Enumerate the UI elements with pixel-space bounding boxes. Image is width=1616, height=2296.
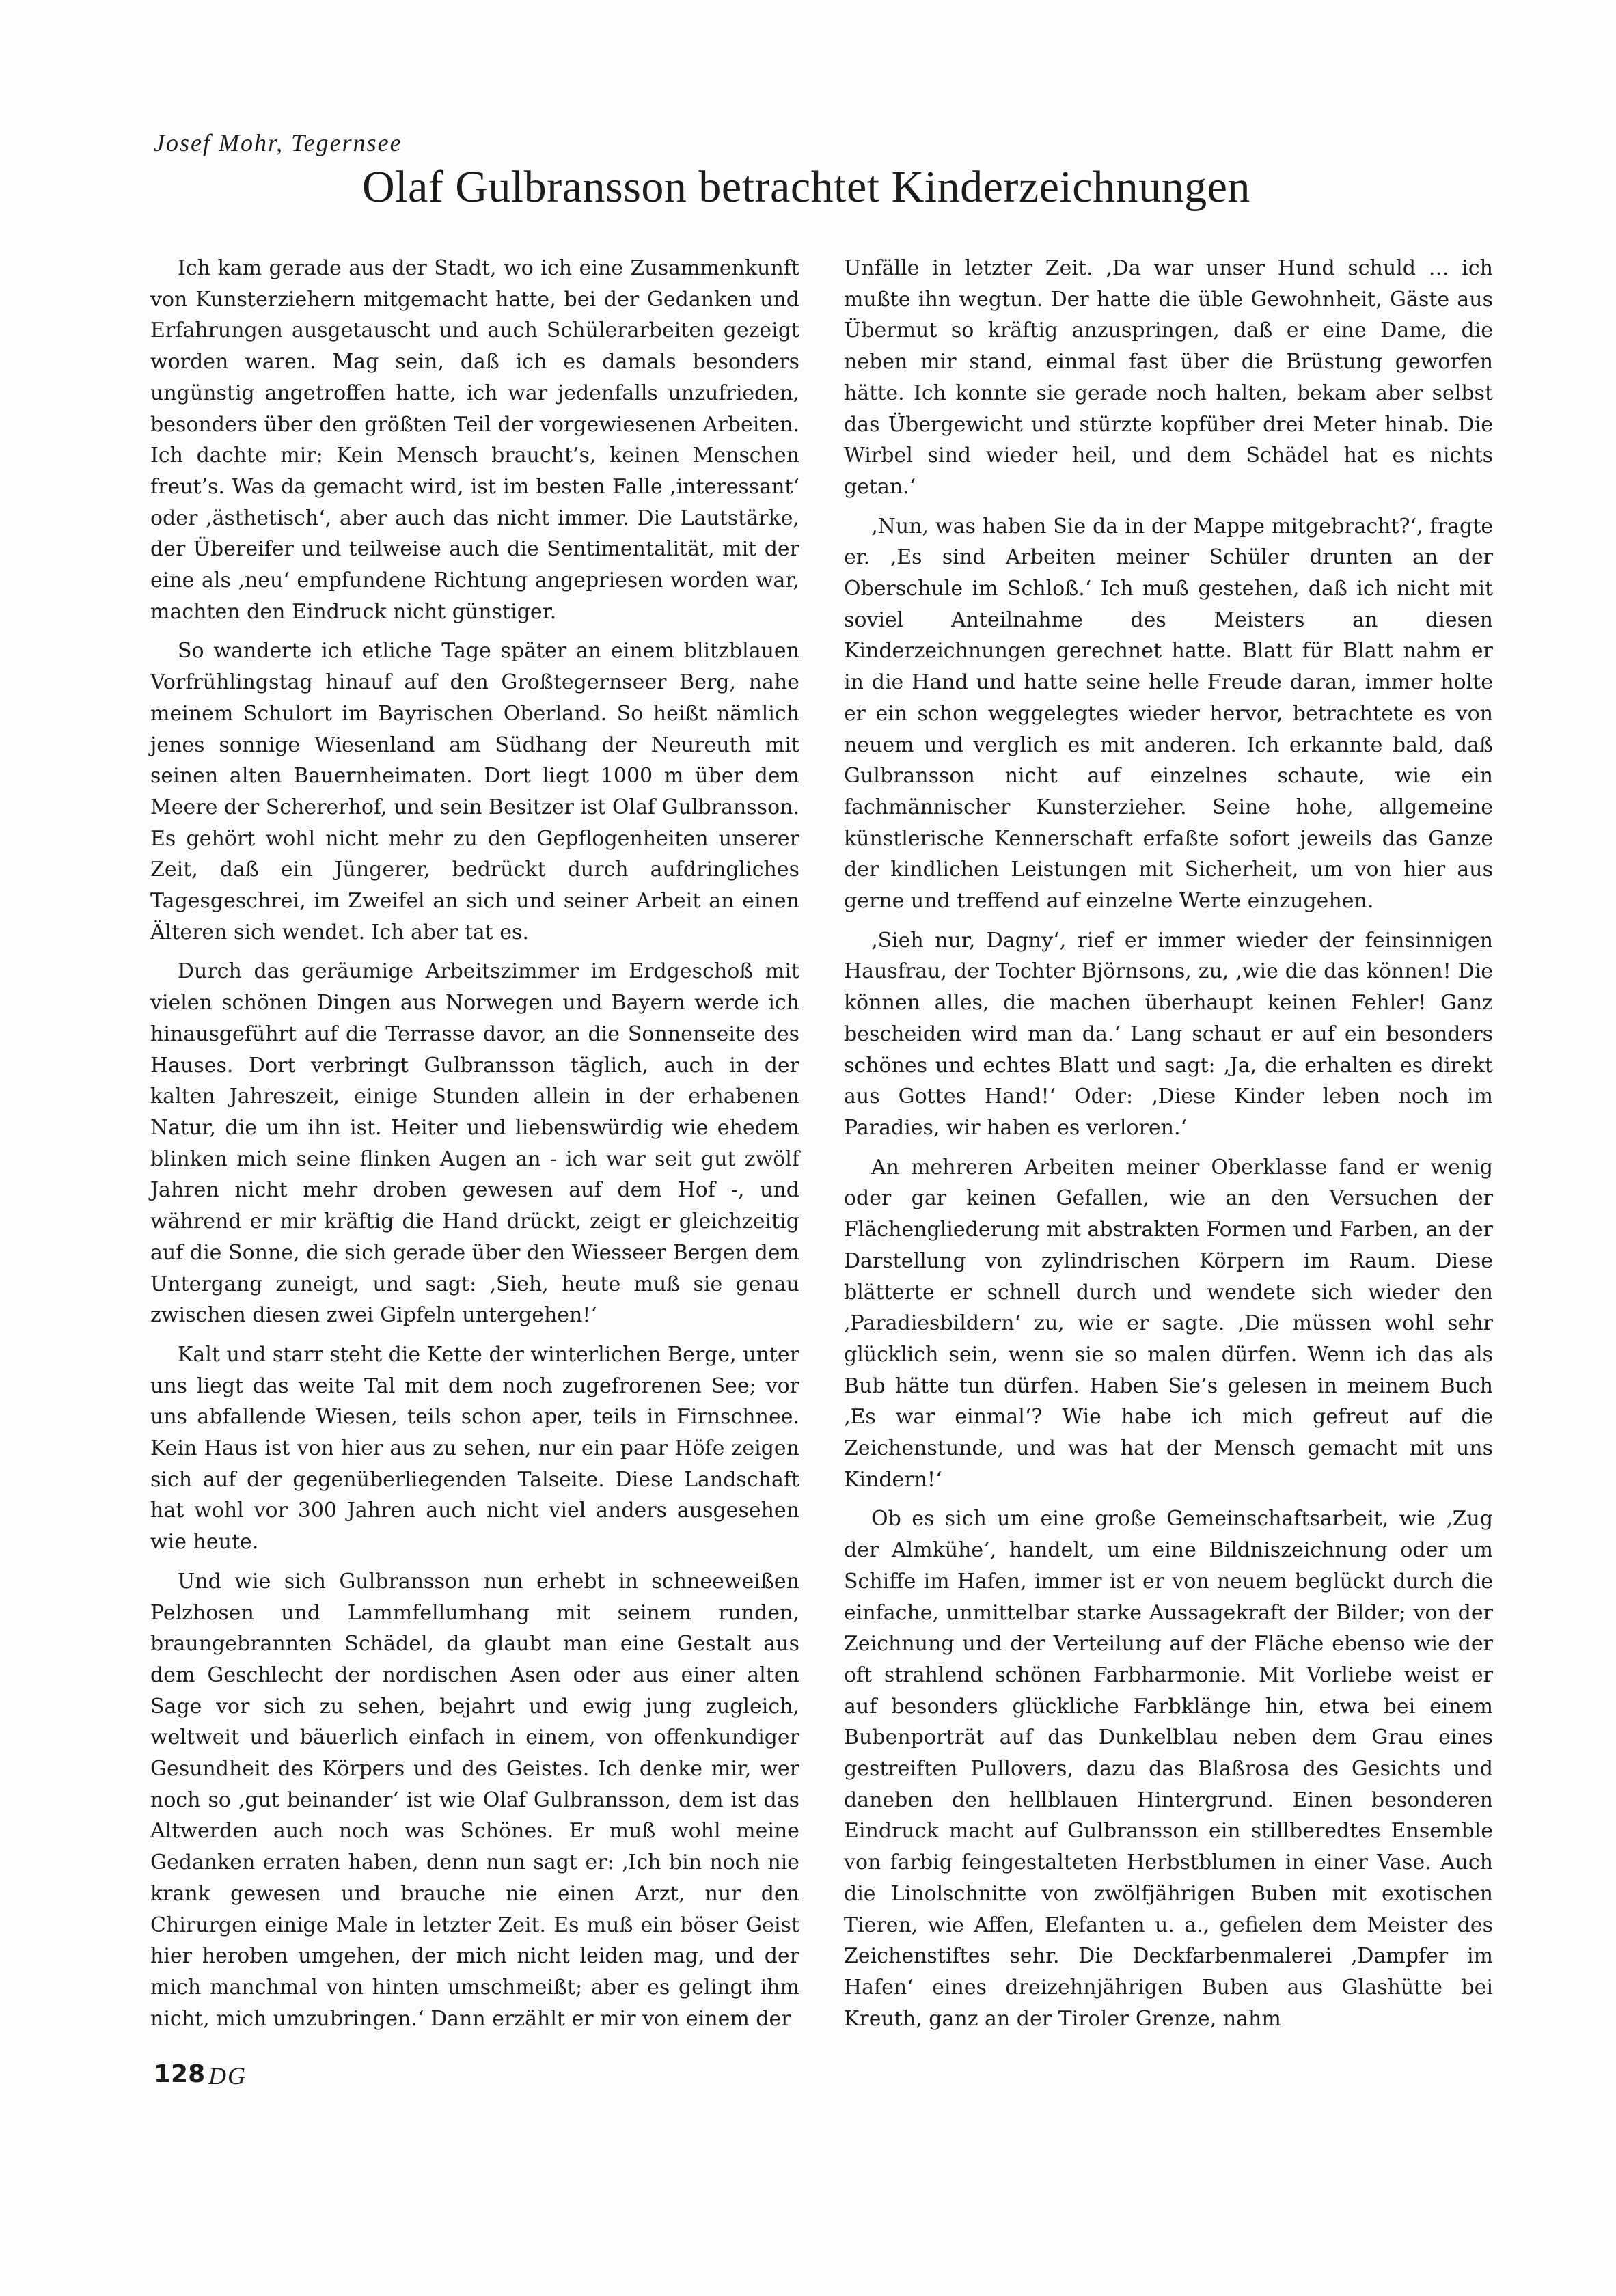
page-number: 128 [154,2060,206,2088]
paragraph: So wanderte ich etliche Tage später an einem blitzblauen Vorfrühlingstag hinauf auf den Großtegernseer Berg, nahe meinem Schulort im Bayrischen Oberland. So heißt nämlich jenes sonnige Wiesenland am Südhang der Neureuth mit seinen alten Bauernheimaten. Dort liegt 1000 m über dem Meere der Schererhof, und sein Besitzer ist Olaf Gulbransson. Es gehört wohl nicht mehr zu den Gepflogenheiten unserer Zeit, daß ein Jüngerer, bedrückt durch aufdringliches Tagesgeschrei, im Zweifel an sich und seiner Arbeit an einen Älteren sich wendet. Ich aber tat es. [150,639,799,944]
magazine-abbreviation: DG [208,2062,247,2090]
paragraph: Ob es sich um eine große Gemeinschaftsarbeit, wie ‚Zug der Almkühe‘, handelt, um eine Bildniszeichnung oder um Schiffe im Hafen, immer ist er von neuem beglückt durch die einfache, unmittelbar starke Aussagekraft der Bilder; von der Zeichnung und der Verteilung auf der Fläche ebenso wie der oft strahlend schönen Farbharmonie. Mit Vorliebe weist er auf besonders glückliche Farbklänge hin, etwa bei einem Bubenporträt auf das Dunkelblau neben dem Grau eines gestreiften Pullovers, dazu das Blaßrosa des Gesichts und daneben den hellblauen Hintergrund. Einen besonderen Eindruck macht auf Gulbransson ein stillberedtes Ensemble von farbig feingestalteten Herbstblumen in einer Vase. Auch die Linolschnitte von zwölfjährigen Buben mit exotischen Tieren, wie Affen, Elefanten u. a., gefielen dem Meister des Zeichenstiftes sehr. Die Deckfarbenmalerei ‚Dampfer im Hafen‘ eines dreizehnjährigen Buben aus Glashütte bei Kreuth, ganz an der Tiroler Grenze, nahm [844,1507,1493,2031]
article-title: Olaf Gulbransson betrachtet Kinderzeichnungen [362,162,1250,212]
paragraph: Ich kam gerade aus der Stadt, wo ich eine Zusammenkunft von Kunsterziehern mitgemacht hatte, bei der Gedanken und Erfahrungen ausgetauscht und auch Schülerarbeiten gezeigt worden waren. Mag sein, daß ich es damals besonders ungünstig angetroffen hatte, ich war jedenfalls unzufrieden, besonders über den größten Teil der vorgewiesenen Arbeiten. Ich dachte mir: Kein Mensch braucht’s, keinen Menschen freut’s. Was da gemacht wird, ist im besten Falle ‚interessant‘ oder ‚ästhetisch‘, aber auch das nicht immer. Die Lautstärke, der Übereifer und teilweise auch die Sentimentalität, mit der eine als ‚neu‘ empfundene Richtung angepriesen worden war, machten den Eindruck nicht günstiger. [150,256,799,624]
right-text-column [844,253,1493,2042]
paragraph: An mehreren Arbeiten meiner Oberklasse fand er wenig oder gar keinen Gefallen, wie an den Versuchen der Flächengliederung mit abstrakten Formen und Farben, an der Darstellung von zylindrischen Körpern im Raum. Diese blätterte er schnell durch und wendete sich wieder den ‚Paradiesbildern‘ zu, wie er sagte. ‚Die müssen wohl sehr glücklich sein, wenn sie so malen dürfen. Wenn ich das als Bub hätte tun dürfen. Haben Sie’s gelesen in meinem Buch ‚Es war einmal‘? Wie habe ich mich gefreut auf die Zeichenstunde, und was hat der Mensch gemacht mit uns Kindern!‘ [844,1155,1493,1492]
paragraph: ‚Sieh nur, Dagny‘, rief er immer wieder der feinsinnigen Hausfrau, der Tochter Björnsons, zu, ‚wie die das können! Die können alles, die machen überhaupt keinen Fehler! Ganz bescheiden wird man da.‘ Lang schaut er auf ein besonders schönes und echtes Blatt und sagt: ‚Ja, die erhalten es direkt aus Gottes Hand!‘ Oder: ‚Diese Kinder leben noch im Paradies, wir haben es verloren.‘ [844,928,1493,1140]
paragraph: Unfälle in letzter Zeit. ‚Da war unser Hund schuld … ich mußte ihn wegtun. Der hatte die üble Gewohnheit, Gäste aus Übermut so kräftig anzuspringen, daß er eine Dame, die neben mir stand, einmal fast über die Brüstung geworfen hätte. Ich konnte sie gerade noch halten, bekam aber selbst das Übergewicht und stürzte kopfüber drei Meter hinab. Die Wirbel sind wieder heil, und dem Schädel hat es nichts getan.‘ [844,256,1493,499]
left-text-column [150,253,799,2042]
paragraph: Kalt und starr steht die Kette der winterlichen Berge, unter uns liegt das weite Tal mit dem noch zugefrorenen See; vor uns abfallende Wiesen, teils schon aper, teils in Firnschnee. Kein Haus ist von hier aus zu sehen, nur ein paar Höfe zeigen sich auf der gegenüberliegenden Talseite. Diese Landschaft hat wohl vor 300 Jahren auch nicht viel anders ausgesehen wie heute. [150,1342,799,1555]
author-byline: Josef Mohr, Tegernsee [154,129,402,156]
paragraph: ‚Nun, was haben Sie da in der Mappe mitgebracht?‘, fragte er. ‚Es sind Arbeiten meiner Schüler drunten an der Oberschule im Schloß.‘ Ich muß gestehen, daß ich nicht mit soviel Anteilnahme des Meisters an diesen Kinderzeichnungen gerechnet hatte. Blatt für Blatt nahm er in die Hand und hatte seine helle Freude daran, immer holte er ein schon weggelegtes wieder hervor, betrachtete es von neuem und verglich es mit anderen. Ich erkannte bald, daß Gulbransson nicht auf einzelnes schaute, wie ein fachmännischer Kunsterzieher. Seine hohe, allgemeine künstlerische Kennerschaft erfaßte sofort jeweils das Ganze der kindlichen Leistungen mit Sicherheit, um von hier aus gerne und treffend auf einzelne Werte einzugehen. [844,514,1493,914]
paragraph: Und wie sich Gulbransson nun erhebt in schneeweißen Pelzhosen und Lammfellumhang mit seinem runden, braungebrannten Schädel, da glaubt man eine Gestalt aus dem Geschlecht der nordischen Asen oder aus einer alten Sage vor sich zu sehen, bejahrt und ewig jung zugleich, weltweit und bäuerlich einfach in einem, von offenkundiger Gesundheit des Körpers und des Geistes. Ich denke mir, wer noch so ‚gut beinander‘ ist wie Olaf Gulbransson, dem ist das Altwerden auch noch was Schönes. Er muß wohl meine Gedanken erraten haben, denn nun sagt er: ‚Ich bin noch nie krank gewesen und brauche nie einen Arzt, nur den Chirurgen einige Male in letzter Zeit. Es muß ein böser Geist hier heroben umgehen, der mich nicht leiden mag, und der mich manchmal von hinten umschmeißt; aber es gelingt ihm nicht, mich umzubringen.‘ Dann erzählt er mir von einem der [150,1569,799,2031]
paragraph: Durch das geräumige Arbeitszimmer im Erdgeschoß mit vielen schönen Dingen aus Norwegen und Bayern werde ich hinausgeführt auf die Terrasse davor, an die Sonnenseite des Hauses. Dort verbringt Gulbransson täglich, auch in der kalten Jahreszeit, einige Stunden allein in der erhabenen Natur, die um ihn ist. Heiter und liebenswürdig wie ehedem blinken mich seine flinken Augen an - ich war seit gut zwölf Jahren nicht mehr droben gewesen auf dem Hof -, und während er mir kräftig die Hand drückt, zeigt er gleichzeitig auf die Sonne, die sich gerade über den Wiesseer Bergen dem Untergang zuneigt, und sagt: ‚Sieh, heute muß sie genau zwischen diesen zwei Gipfeln untergehen!‘ [150,959,799,1328]
